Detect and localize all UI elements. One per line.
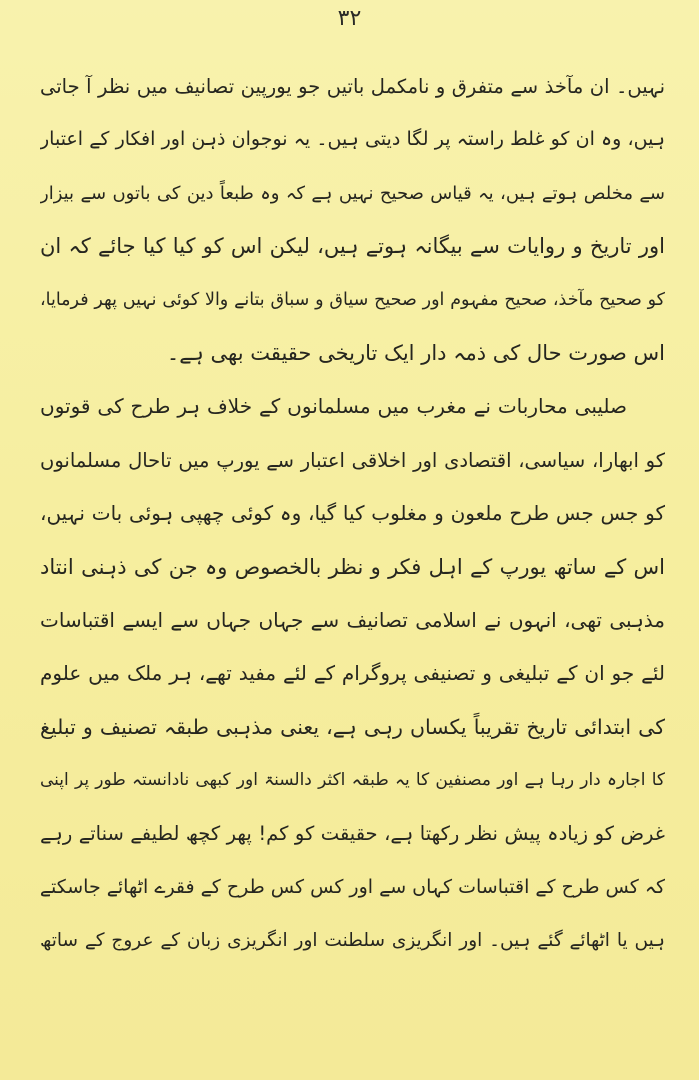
text-line: لئے جو ان کے تبلیغی و تصنیفی پروگرام کے لئے مفید تھے، ہر ملک میں علوم — [40, 661, 665, 686]
text-line: غرض کو زیادہ پیش نظر رکھتا ہے، حقیقت کو کم! پھر کچھ لطیفے سناتے رہے — [40, 822, 665, 846]
body-text — [40, 60, 665, 968]
text-line: کہ کس طرح کے اقتباسات کہاں سے اور کس کس طرح کے فقرے اٹھائے جاسکتے — [40, 875, 665, 898]
text-line-paragraph-end: اس صورت حال کی ذمہ دار ایک تاریخی حقیقت بھی ہے۔ — [166, 340, 665, 365]
text-line: ہیں، وہ ان کو غلط راستہ پر لگا دیتی ہیں۔ یہ نوجوان ذہن اور افکار کے اعتبار — [40, 128, 665, 151]
text-line: کی ابتدائی تاریخ تقریباً یکساں رہی ہے، یعنی مذہبی طبقہ تصنیف و تبلیغ — [40, 714, 665, 739]
text-line: کو جس جس طرح ملعون و مغلوب کیا گیا، وہ کوئی چھپی ہوئی بات نہیں، — [40, 501, 665, 526]
page-number: ۳۲ — [337, 6, 362, 31]
text-line: کو صحیح مآخذ، صحیح مفہوم اور صحیح سیاق و سباق بتانے والا کوئی نہیں پھر فرمایا، — [40, 289, 665, 310]
text-line: کو ابھارا، سیاسی، اقتصادی اور اخلاقی اعتبار سے یورپ میں تاحال مسلمانوں — [40, 448, 665, 472]
text-line: اور تاریخ و روایات سے بیگانہ ہوتے ہیں، لیکن اس کو کیا کیا جائے کہ ان — [40, 234, 665, 259]
text-line: مذہبی تھی، انہوں نے اسلامی تصانیف سے جہاں جہاں سے ایسے اقتباسات — [40, 607, 665, 632]
text-line: اس کے ساتھ یورپ کے اہل فکر و نظر بالخصوص وہ جن کی ذہنی انتاد — [40, 554, 665, 579]
text-line: سے مخلص ہوتے ہیں، یہ قیاس صحیح نہیں ہے کہ وہ طبعاً دین کی باتوں سے بیزار — [40, 182, 665, 204]
text-line-paragraph-start: صلیبی محاربات نے مغرب میں مسلمانوں کے خلاف ہر طرح کی قوتوں — [40, 394, 627, 419]
text-line: کا اجارہ دار رہا ہے اور مصنفین کا یہ طبقہ اکثر دالسنۃ اور کبھی نادانستہ طور پر اپنی — [40, 770, 665, 791]
text-line: ہیں یا اٹھائے گئے ہیں۔ اور انگریزی سلطنت اور انگریزی زبان کے عروج کے ساتھ — [40, 930, 665, 952]
text-line: نہیں۔ ان مآخذ سے متفرق و نامکمل باتیں جو یورپین تصانیف میں نظر آ جاتی — [40, 75, 665, 98]
